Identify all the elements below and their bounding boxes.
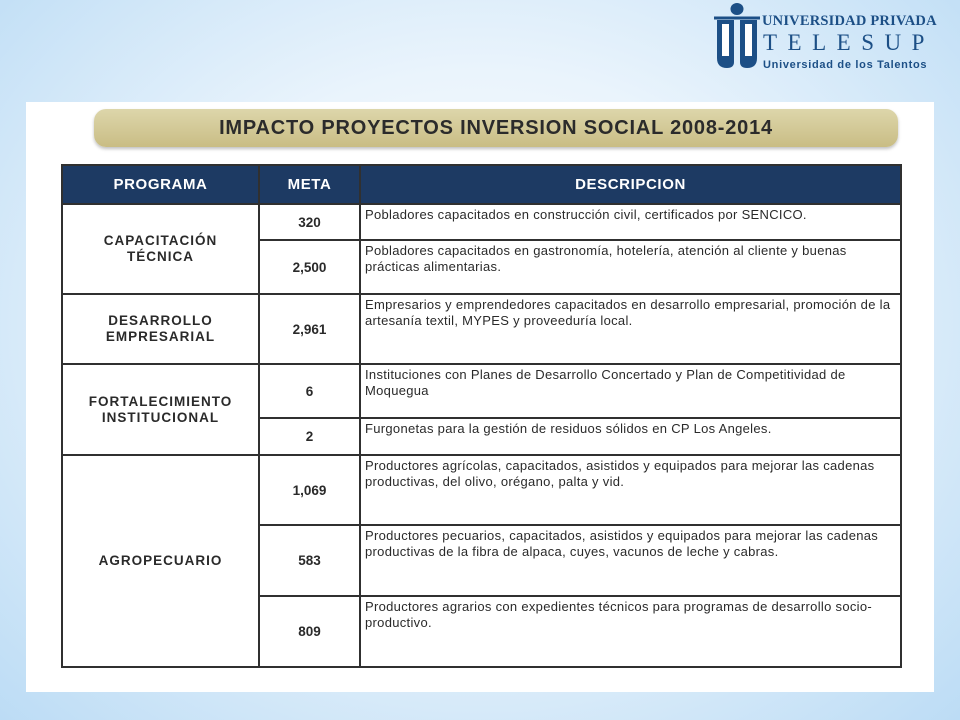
program-name: FORTALECIMIENTO INSTITUCIONAL: [88, 393, 233, 425]
table-row: [62, 364, 901, 418]
table-row: [62, 204, 901, 240]
program-name: CAPACITACIÓN TÉCNICA: [103, 233, 218, 264]
table-row: [62, 294, 901, 364]
university-logo: [712, 2, 944, 78]
meta-cell: 2: [259, 418, 360, 455]
description-cell: Pobladores capacitados en gastronomía, hotelería, atención al cliente y buenas prácticas alimentarias.: [360, 240, 901, 294]
description-cell: Productores agrícolas, capacitados, asistidos y equipados para mejorar las cadenas productivas, del olivo, orégano, palta y vid.: [360, 455, 901, 525]
program-cell: [62, 364, 259, 455]
meta-cell: 809: [259, 596, 360, 667]
meta-cell: 583: [259, 525, 360, 596]
table-row: [62, 455, 901, 525]
description-cell: Instituciones con Planes de Desarrollo Concertado y Plan de Competitividad de Moquegua: [360, 364, 901, 418]
header-descripcion: DESCRIPCION: [360, 165, 901, 204]
program-name: AGROPECUARIO: [98, 553, 223, 568]
meta-cell: 2,961: [259, 294, 360, 364]
meta-cell: 320: [259, 204, 360, 240]
logo-line2: TELESUP: [763, 30, 935, 55]
description-cell: Furgonetas para la gestión de residuos sólidos en CP Los Angeles.: [360, 418, 901, 455]
logo-line1: UNIVERSIDAD PRIVADA: [762, 13, 937, 29]
title-banner: [94, 109, 898, 147]
university-emblem-icon: [712, 2, 762, 74]
page-title: IMPACTO PROYECTOS INVERSION SOCIAL 2008-2014: [219, 117, 773, 139]
header-meta: META: [259, 165, 360, 204]
logo-line3: Universidad de los Talentos: [763, 59, 928, 71]
program-cell: [62, 294, 259, 364]
meta-cell: 6: [259, 364, 360, 418]
header-programa: PROGRAMA: [62, 165, 259, 204]
table-header-row: [62, 165, 901, 204]
meta-cell: 2,500: [259, 240, 360, 294]
description-cell: Empresarios y emprendedores capacitados en desarrollo empresarial, promoción de la artesanía textil, MYPES y proveeduría local.: [360, 294, 901, 364]
program-cell: [62, 204, 259, 294]
description-cell: Productores pecuarios, capacitados, asistidos y equipados para mejorar las cadenas productivas de la fibra de alpaca, cuyes, vacunos de leche y cabras.: [360, 525, 901, 596]
program-name: DESARROLLO EMPRESARIAL: [105, 313, 216, 344]
program-cell: [62, 455, 259, 667]
description-cell: Pobladores capacitados en construcción civil, certificados por SENCICO.: [360, 204, 901, 240]
description-cell: Productores agrarios con expedientes técnicos para programas de desarrollo socio-productivo.: [360, 596, 901, 667]
meta-cell: 1,069: [259, 455, 360, 525]
impact-table: [61, 164, 902, 668]
